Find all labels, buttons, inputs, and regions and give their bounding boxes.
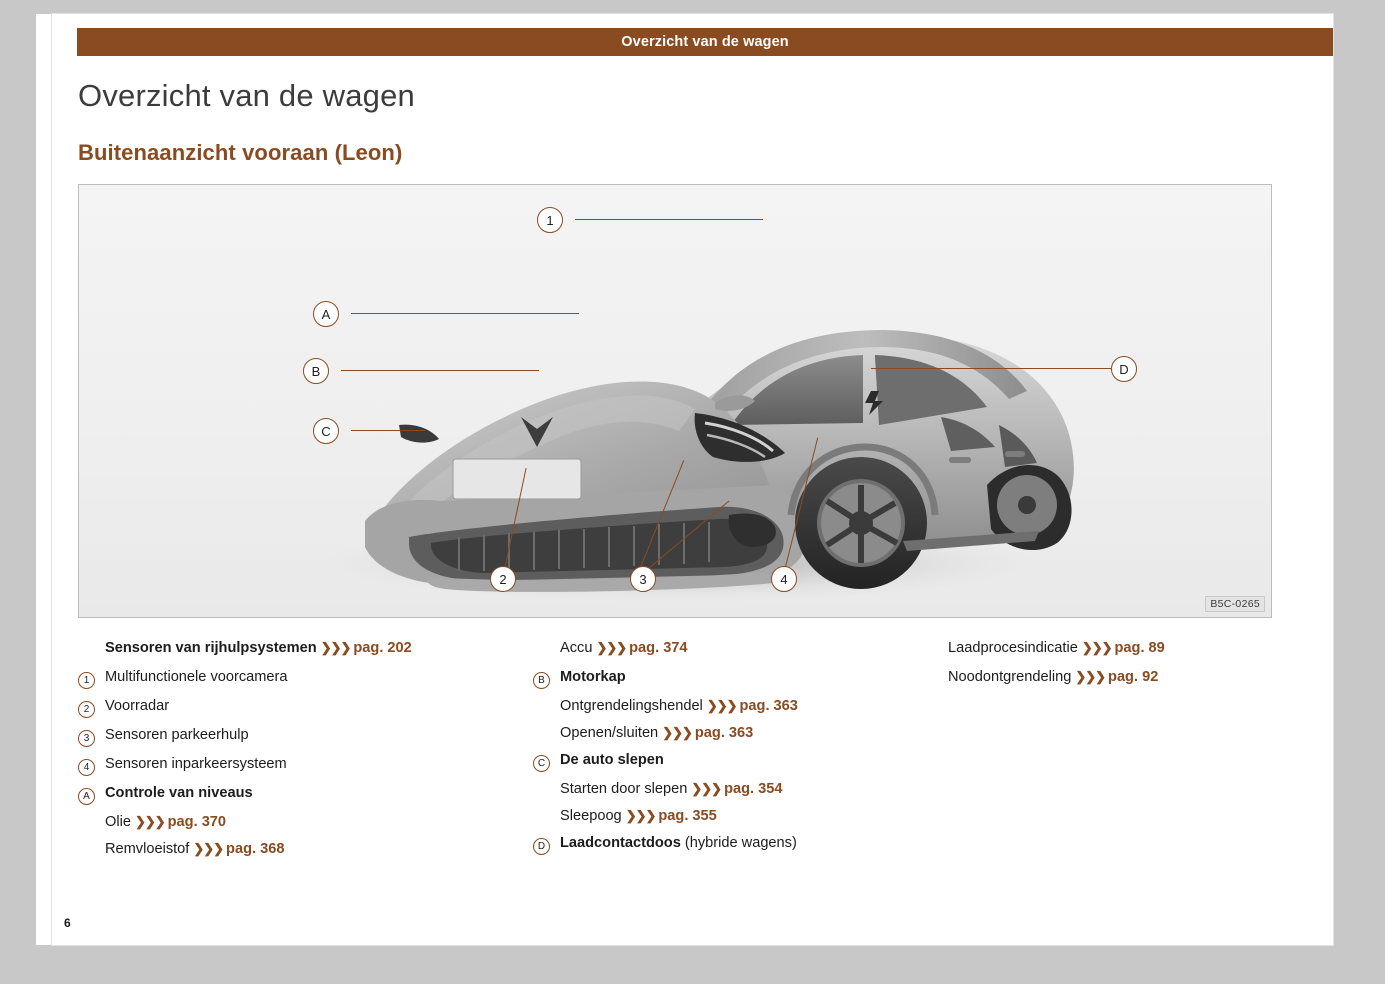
legend-column-3 — [948, 640, 1270, 868]
legend-marker-c: C — [533, 755, 550, 772]
arrow-icon: ❯❯❯ — [625, 808, 656, 823]
page-number: 6 — [64, 916, 71, 930]
document-page — [52, 14, 1333, 945]
page-ref[interactable]: pag. 202 — [353, 640, 412, 656]
page-ref[interactable]: pag. 89 — [1114, 640, 1165, 656]
legend-label: De auto slepen — [560, 752, 664, 768]
legend-marker-a: A — [78, 788, 95, 805]
legend-label: Noodontgrendeling — [948, 669, 1072, 685]
page-ref[interactable]: pag. 370 — [167, 814, 227, 830]
arrow-icon: ❯❯❯ — [691, 781, 722, 796]
page-header-bar — [77, 28, 1333, 56]
arrow-icon: ❯❯❯ — [1081, 640, 1112, 655]
page-ref[interactable]: pag. 354 — [724, 781, 783, 797]
legend-marker-4: 4 — [78, 759, 95, 776]
legend-marker-2: 2 — [78, 701, 95, 718]
legend-label: Voorradar — [105, 698, 170, 714]
arrow-icon: ❯❯❯ — [320, 640, 351, 655]
callout-c: C — [313, 418, 339, 444]
arrow-icon: ❯❯❯ — [1075, 669, 1106, 684]
callout-4: 4 — [771, 566, 797, 592]
page-ref[interactable]: pag. 355 — [658, 808, 717, 824]
list-item — [533, 698, 938, 714]
legend-marker-1: 1 — [78, 672, 95, 689]
page-title: Overzicht van de wagen — [78, 78, 415, 113]
leader-line-d — [871, 368, 1111, 369]
list-item — [78, 785, 523, 803]
header-title: Overzicht van de wagen — [621, 34, 789, 50]
legend-label: Laadprocesindicatie — [948, 640, 1078, 656]
arrow-icon: ❯❯❯ — [706, 698, 737, 713]
leader-line-1 — [575, 219, 763, 220]
figure-code: B5C-0265 — [1205, 596, 1265, 612]
list-item — [78, 640, 523, 656]
legend-marker-3: 3 — [78, 730, 95, 747]
leader-line-a — [351, 313, 579, 314]
legend-label: Olie — [105, 814, 131, 830]
page-content — [78, 66, 1306, 868]
list-item — [78, 814, 523, 830]
list-item — [533, 808, 938, 824]
page-ref[interactable]: pag. 363 — [739, 698, 798, 714]
callout-b: B — [303, 358, 329, 384]
list-item — [78, 727, 523, 745]
legend-column-2 — [533, 640, 948, 868]
legend-label: Controle van niveaus — [105, 785, 253, 801]
legend-label: Accu — [560, 640, 593, 656]
legend-columns — [78, 640, 1270, 868]
list-item — [78, 669, 523, 687]
legend-label-suffix: (hybride wagens) — [680, 835, 797, 851]
vehicle-figure — [78, 184, 1272, 618]
legend-label: Sensoren inparkeersysteem — [105, 756, 287, 772]
legend-label: Openen/sluiten — [560, 725, 659, 741]
list-item — [948, 669, 1270, 685]
legend-label: Sleepoog — [560, 808, 622, 824]
list-item — [78, 841, 523, 857]
arrow-icon: ❯❯❯ — [596, 640, 627, 655]
page-ref[interactable]: pag. 368 — [226, 841, 285, 857]
callout-2: 2 — [490, 566, 516, 592]
legend-label: Multifunctionele voorcamera — [105, 669, 288, 685]
leader-line-b — [341, 370, 539, 371]
list-item — [533, 835, 938, 853]
section-subtitle: Buitenaanzicht vooraan (Leon) — [78, 140, 403, 165]
list-item — [533, 640, 938, 656]
legend-label: Motorkap — [560, 669, 626, 685]
page-ref[interactable]: pag. 92 — [1108, 669, 1159, 685]
list-item — [533, 752, 938, 770]
arrow-icon: ❯❯❯ — [662, 725, 692, 740]
legend-label: Ontgrendelingshendel — [560, 698, 703, 714]
legend-label: Sensoren van rijhulpsystemen — [105, 640, 317, 656]
callout-a: A — [313, 301, 339, 327]
legend-label: Remvloeistof — [105, 841, 190, 857]
list-item — [78, 756, 523, 774]
legend-label: Starten door slepen — [560, 781, 688, 797]
legend-label: Laadcontactdoos — [560, 835, 681, 851]
callout-3: 3 — [630, 566, 656, 592]
legend-marker-b: B — [533, 672, 550, 689]
car-illustration — [79, 185, 1271, 617]
list-item — [78, 698, 523, 716]
legend-marker-d: D — [533, 838, 550, 855]
list-item — [533, 725, 938, 741]
page-ref[interactable]: pag. 374 — [629, 640, 688, 656]
arrow-icon: ❯❯❯ — [193, 841, 224, 856]
legend-column-1 — [78, 640, 533, 868]
page-ref[interactable]: pag. 363 — [694, 725, 754, 741]
list-item — [533, 781, 938, 797]
page-edge — [36, 14, 53, 945]
list-item — [533, 669, 938, 687]
legend-label: Sensoren parkeerhulp — [105, 727, 249, 743]
leader-line-c — [351, 430, 425, 431]
callout-1: 1 — [537, 207, 563, 233]
list-item — [948, 640, 1270, 656]
arrow-icon: ❯❯❯ — [134, 814, 165, 829]
callout-d: D — [1111, 356, 1137, 382]
